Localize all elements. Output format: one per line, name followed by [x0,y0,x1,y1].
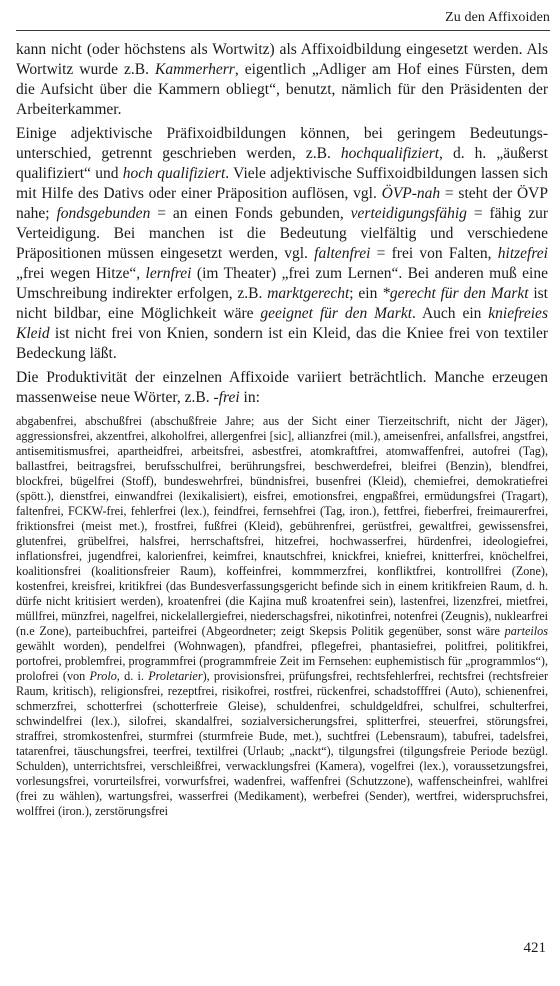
italic-term: Kammerherr [155,61,235,78]
italic-term: kniefreies Kleid [16,305,548,342]
text-run: = steht der ÖVP nahe; [16,185,548,222]
text-run: abgabenfrei, abschußfrei (abschußfreie Jahre; aus der Sicht einer Tierzeitschrift, nicht der Jäger), aggressionsfrei, akzentfrei, alkoholfrei, allergenfrei [sic], allianzfrei (mil.), ameisenfrei, anfallsfrei, angstfrei, antisemitismusfrei, apartheidfrei, arbeitsfrei, asbestfrei, atomkraftfrei, atomwaffenfrei, autofrei (Tag), ballastfrei, beitragsfrei, berufsschulfrei, berührungsfrei, beschwerdefrei, bleifrei (Benzin), blendfrei, blockfrei, bügelfrei (Stoff), bundeswehrfrei, bündnisfrei, busenfrei (Kleid), chemiefrei, demokratiefrei (spött.), dienstfrei, einwandfrei (lexikalisiert), eisfrei, emotionsfrei, engpaßfrei, ermüdungsfrei (Tragart), faltenfrei, FCKW-frei, fehlerfrei (lex.), feindfrei, fernsehfrei (Tag, iron.), fettfrei, fieberfrei, freimaurerfrei, friktionsfrei (meist met.), frostfrei, fußfrei (Kleid), gebührenfrei, gerüstfrei, gewaltfrei, gewissensfrei, glutenfrei, grübelfrei, halsfrei, herrschaftsfrei, hitzefrei, hochwasserfrei, hürdenfrei, ideologiefrei, inflationsfrei, jugendfrei, kalorienfrei, keimfrei, knautschfrei, knickfrei, kniefrei, knitterfrei, knöchelfrei, koalitionsfrei (koalitionsfreier Raum), koffeinfrei, kommmerzfrei, konfliktfrei, kontrollfrei (Zone), kostenfrei, kreisfrei, kritikfrei (das Bundesverfassungsgericht befinde sich in einem kritikfreien Raum, d. h. dürfe nicht kritisiert werden), kroatenfrei (die Kajina muß kroatenfrei sein), lastenfrei, lizenzfrei, mietfrei, müllfrei, münzfrei, nagelfrei, nickelallergiefrei, niederschagsfrei, nikotinfrei, notenfrei (Zeugnis), nuklearfrei (n.e Zone), parteibuchfrei, parteifrei (Abgeordneter; zeigt Skepsis Politik gegenüber, sonst wäre [16,414,548,638]
paragraph-1 [16,40,548,120]
text-run: ), provisionsfrei, prüfungsfrei, rechtsfehlerfrei, rechtsfrei (rechtsfreier Raum, kritisch), religionsfrei, rezeptfrei, risikofrei, rostfrei, rückenfrei, schadstofffrei (Auto), schienenfrei, schmerzfrei, schotterfrei (schotterfreie Gleise), schuldenfrei, schuldgeldfrei, schulfrei, schulterfrei, schwindelfrei (lex.), silofrei, skandalfrei, sozialversicherungsfrei, splitterfrei, steuerfrei, störungsfrei, straffrei, stromkostenfrei, sturmfrei (sturmfreie Bude, met.), suchtfrei (Lebensraum), tabufrei, tadelsfrei, tatarenfrei, täuschungsfrei, teerfrei, textilfrei (Urlaub; „nackt“), tilgungsfrei (tilgungsfreie Periode bezügl. Schulden), unterrichtsfrei, verschleißfrei, verwacklungsfrei (Kamera), vogelfrei (lex.), voraussetzungsfrei, vorlesungsfrei, vorurteilsfrei, vorwurfsfrei, wadenfrei, waffenfrei (Schutzzone), waffenscheinfrei, wahlfrei (frei zu wählen), wartungsfrei, wasserfrei (Medikament), werbefrei (Sender), wertfrei, widerspruchsfrei, wolffrei (iron.), zerstörungsfrei [16,669,549,818]
text-run: (im Theater) „frei zum Lernen“. Bei anderen muß eine Umschreibung indirekter erfolgen, z.B. [16,265,548,302]
text-run: . Viele adjektivische Suffixoidbildungen lassen sich mit Hilfe des Dativs oder einer Präposition auflösen, vgl. [16,165,548,202]
text-run: , d. h. „äußerst qualifiziert“ und [16,145,548,182]
text-run: = fähig zur Verteidigung. Bei manchen ist die Bedeutung vielfältig und verschiedene Präpositionen müssen eingesetzt werden, vgl. [16,205,548,262]
italic-term: ÖVP-nah [381,185,441,202]
text-run: ist nicht frei von Knien, sondern ist ein Kleid, das die Kniee frei von textiler Bedeckung läßt. [16,325,548,362]
text-run: . Auch ein [412,305,489,322]
text-run: Die Produktivität der einzelnen Affixoide variiert beträchtlich. Manche erzeugen massenweise neue Wörter, z.B. [16,369,548,406]
paragraph-2 [16,124,548,364]
text-run: = an einen Fonds gebunden, [150,205,351,222]
text-run: in: [239,389,260,406]
text-run: gewählt worden), pendelfrei (Wohnwagen), pfandfrei, pflegefrei, phantasiefrei, politfrei, politikfrei, portofrei, problemfrei, programmfrei (programmfreie Zeit im Fernsehen: euphemistisch für „programmlos“), prolofrei (von [16,639,548,683]
text-run: , d. i. [116,669,149,683]
italic-term: *gerecht für den Markt [382,285,529,302]
italic-term: -frei [213,389,240,406]
text-run: ist nicht bildbar, eine Möglichkeit wäre [16,285,548,322]
text-run: kann nicht (oder höchstens als Wortwitz) als Affixoidbildung eingesetzt werden. Als Wortwitz wurde z.B. [16,41,548,78]
running-head: Zu den Affixoiden [445,10,550,25]
italic-term: faltenfrei [314,245,371,262]
paragraph-3 [16,368,548,408]
page-body [16,40,548,819]
italic-term: verteidigungsfähig [350,205,467,222]
text-run: „frei wegen Hitze“, [16,265,146,282]
text-run: , eigentlich „Adliger am Hof eines Fürsten, dem die Aufsicht über die Kammern obliegt“, benutzt, nämlich für den Präsidenten der Arbeiterkammer. [16,61,549,118]
italic-term: hoch qualifiziert [122,165,226,182]
italic-term: parteilos [504,624,548,638]
italic-term: hitzefrei [497,245,548,262]
word-list [16,414,548,819]
italic-term: Proletarier [148,669,203,683]
italic-term: lernfrei [145,265,192,282]
italic-term: marktgerecht [267,285,350,302]
italic-term: geeignet für den Markt [260,305,413,322]
italic-term: fondsgebunden [56,205,151,222]
text-run: ; ein [349,285,383,302]
italic-term: Prolo [89,669,117,683]
text-run: = frei von Falten, [370,245,498,262]
page-header [16,4,550,31]
italic-term: hochqualifiziert [340,145,440,162]
page-number: 421 [523,940,546,956]
text-run: Einige adjektivische Präfixoidbildungen können, bei geringem Bedeutungsunterschied, getrennt geschrieben werden, z.B. [16,125,548,162]
